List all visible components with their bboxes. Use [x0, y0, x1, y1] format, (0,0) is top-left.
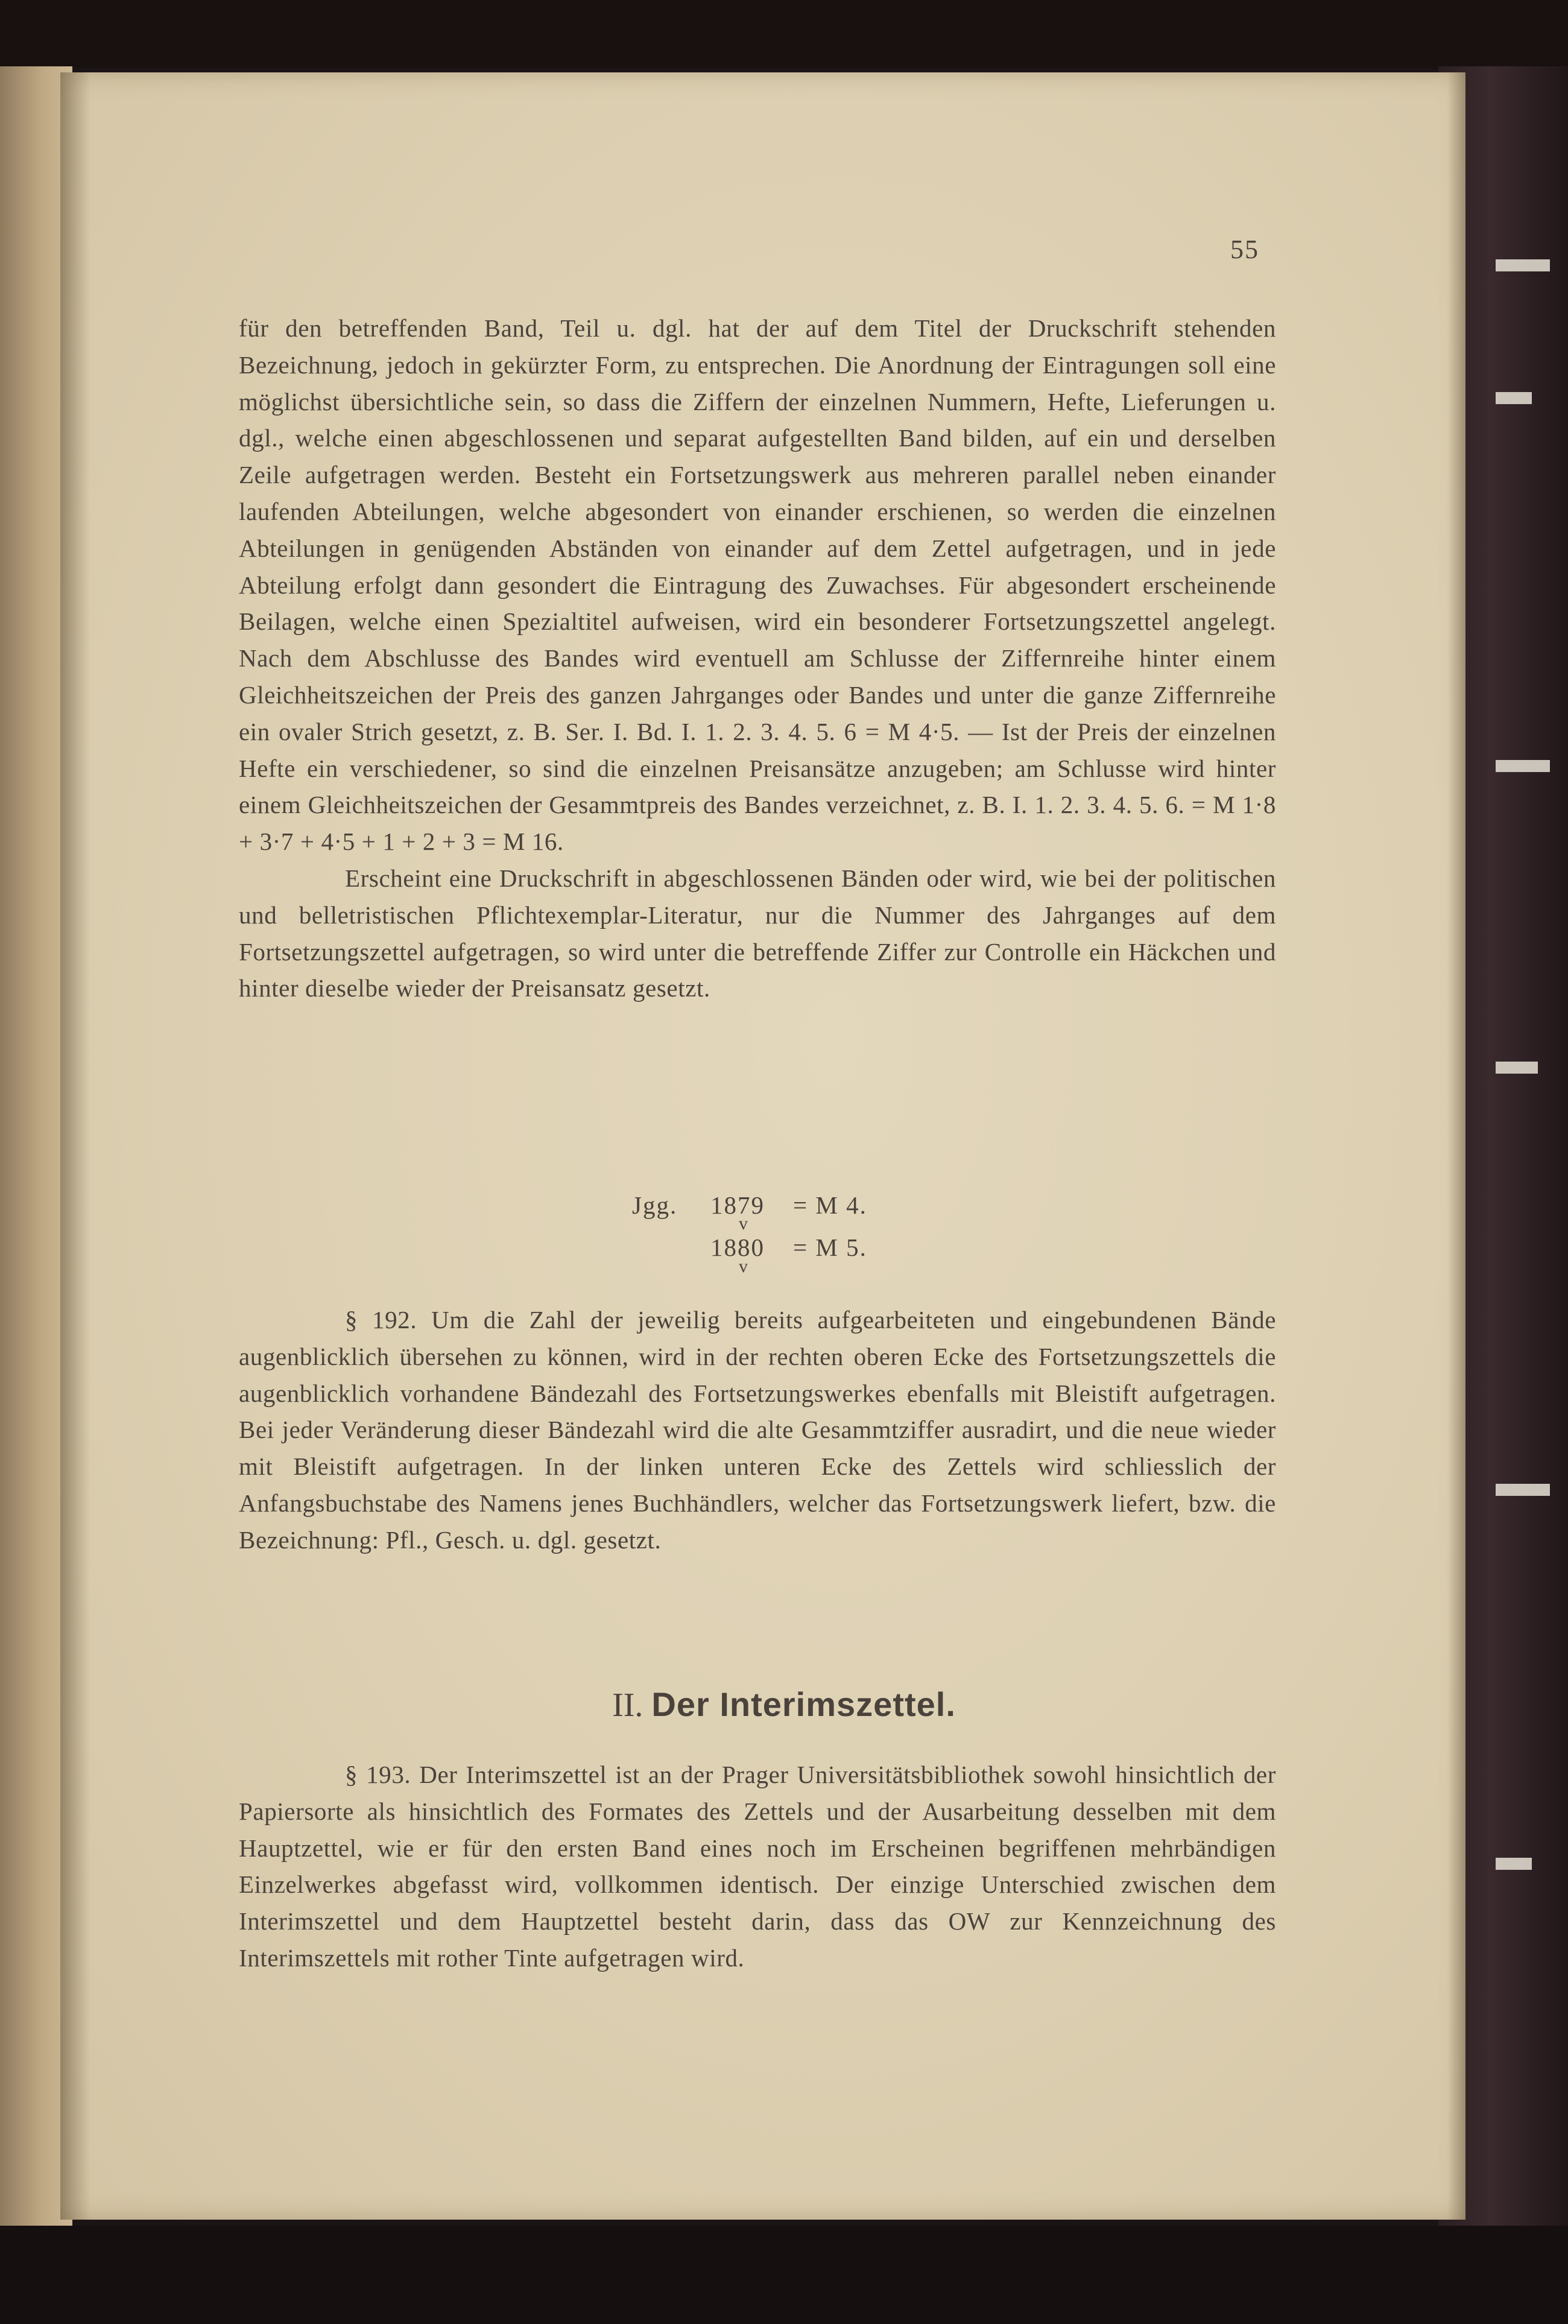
binding-mark — [1496, 1858, 1532, 1870]
gutter-shadow — [60, 72, 90, 2220]
binding-mark — [1496, 760, 1550, 772]
binding-mark — [1496, 392, 1532, 404]
scan-top-border — [0, 0, 1568, 68]
example-price-1: = M 4. — [793, 1191, 867, 1219]
binding-mark — [1496, 259, 1550, 271]
example-price-2: = M 5. — [793, 1233, 867, 1261]
section-heading — [0, 1685, 1568, 1724]
page-number: 55 — [1230, 235, 1259, 264]
paragraph-continued: für den betreffenden Band, Teil u. dgl. hat der auf dem Titel der Druckschrift stehenden Bezeichnung, jedoch in gekürzter Form, zu entsprechen. Die Anordnung der Eintragungen soll eine möglichst übersichtliche sein, so dass die Ziffern der einzelnen Nummern, Hefte, Lieferungen u. dgl., welche einen abgeschlossenen und separat aufgestellten Band bilden, auf ein und derselben Zeile aufgetragen werden. Besteht ein Fortsetzungswerk aus mehreren parallel neben einander laufenden Abteilungen, welche abgesondert von einander erschienen, so werden die einzelnen Abteilungen in genügenden Abständen von einander auf dem Zettel aufgetragen, und in jede Abteilung erfolgt dann gesondert die Eintragung des Zuwachses. Für abgesondert erscheinende Beilagen, welche einen Spezialtitel aufweisen, wird ein besonderer Fortsetzungszettel angelegt. Nach dem Abschlusse des Bandes wird eventuell am Schlusse der Ziffernreihe hinter einem Gleichheitszeichen der Preis des ganzen Jahrganges oder Bandes und unter die ganze Ziffernreihe ein ovaler Strich gesetzt, z. B. Ser. I. Bd. I. 1. 2. 3. 4. 5. 6 = M 4·5. — Ist der Preis der einzelnen Hefte ein verschiedener, so sind die einzelnen Preisansätze anzugeben; am Schlusse wird hinter einem Gleichheitszeichen der Gesammtpreis des Bandes verzeichnet, z. B. I. 1. 2. 3. 4. 5. 6. = M 1·8 + 3·7 + 4·5 + 1 + 2 + 3 = M 16. — [239, 314, 1276, 856]
body-text-top — [239, 310, 1276, 1007]
section-193 — [239, 1756, 1276, 1977]
binding-mark — [1496, 1062, 1538, 1074]
example-year-1: 1879 — [710, 1191, 765, 1219]
example-prefix: Jgg. — [632, 1191, 678, 1219]
check-mark-1: v — [739, 1214, 749, 1233]
binding-mark — [1496, 1484, 1550, 1496]
example-year-2: 1880 — [710, 1233, 765, 1261]
paragraph-193: § 193. Der Interimszettel ist an der Prager Universitätsbibliothek sowohl hinsichtlich der Papiersorte als hinsichtlich des Formates des Zettels und der Ausarbeitung desselben mit dem Hauptzettel, wie er für den ersten Band eines noch im Erscheinen begriffenen mehrbändigen Einzelwerkes abgefasst wird, vollkommen identisch. Der einzige Unterschied zwischen dem Interimszettel und dem Hauptzettel besteht darin, dass das OW zur Kennzeichnung des Interimszettels mit rother Tinte aufgetragen wird. — [239, 1761, 1276, 1972]
paragraph: Erscheint eine Druckschrift in abgeschlossenen Bänden oder wird, wie bei der politischen und belletristischen Pflichtexemplar-Literatur, nur die Nummer des Jahrganges auf dem Fortsetzungszettel aufgetragen, so wird unter die betreffende Ziffer zur Controlle ein Häckchen und hinter dieselbe wieder der Preisansatz gesetzt. — [239, 864, 1276, 1002]
scan-bottom-border — [0, 2226, 1568, 2324]
section-192 — [239, 1302, 1276, 1559]
page-edge-shadow — [1447, 72, 1465, 2220]
check-mark-2: v — [739, 1256, 749, 1276]
heading-title: Der Interimszettel. — [651, 1685, 956, 1723]
paragraph-192: § 192. Um die Zahl der jeweilig bereits aufgearbeiteten und eingebundenen Bände augenblicklich übersehen zu können, wird in der rechten oberen Ecke des Fortsetzungszettels die augenblicklich vorhandene Bändezahl des Fortsetzungswerkes ebenfalls mit Bleistift aufgetragen. Bei jeder Veränderung dieser Bändezahl wird die alte Gesammtziffer ausradirt, und die neue wieder mit Bleistift aufgetragen. In der linken unteren Ecke des Zettels wird schliesslich der Anfangsbuchstabe des Namens jenes Buchhändlers, welcher das Fortsetzungswerk liefert, bzw. die Bezeichnung: Pfl., Gesch. u. dgl. gesetzt. — [239, 1306, 1276, 1554]
heading-number: II. — [612, 1686, 643, 1724]
